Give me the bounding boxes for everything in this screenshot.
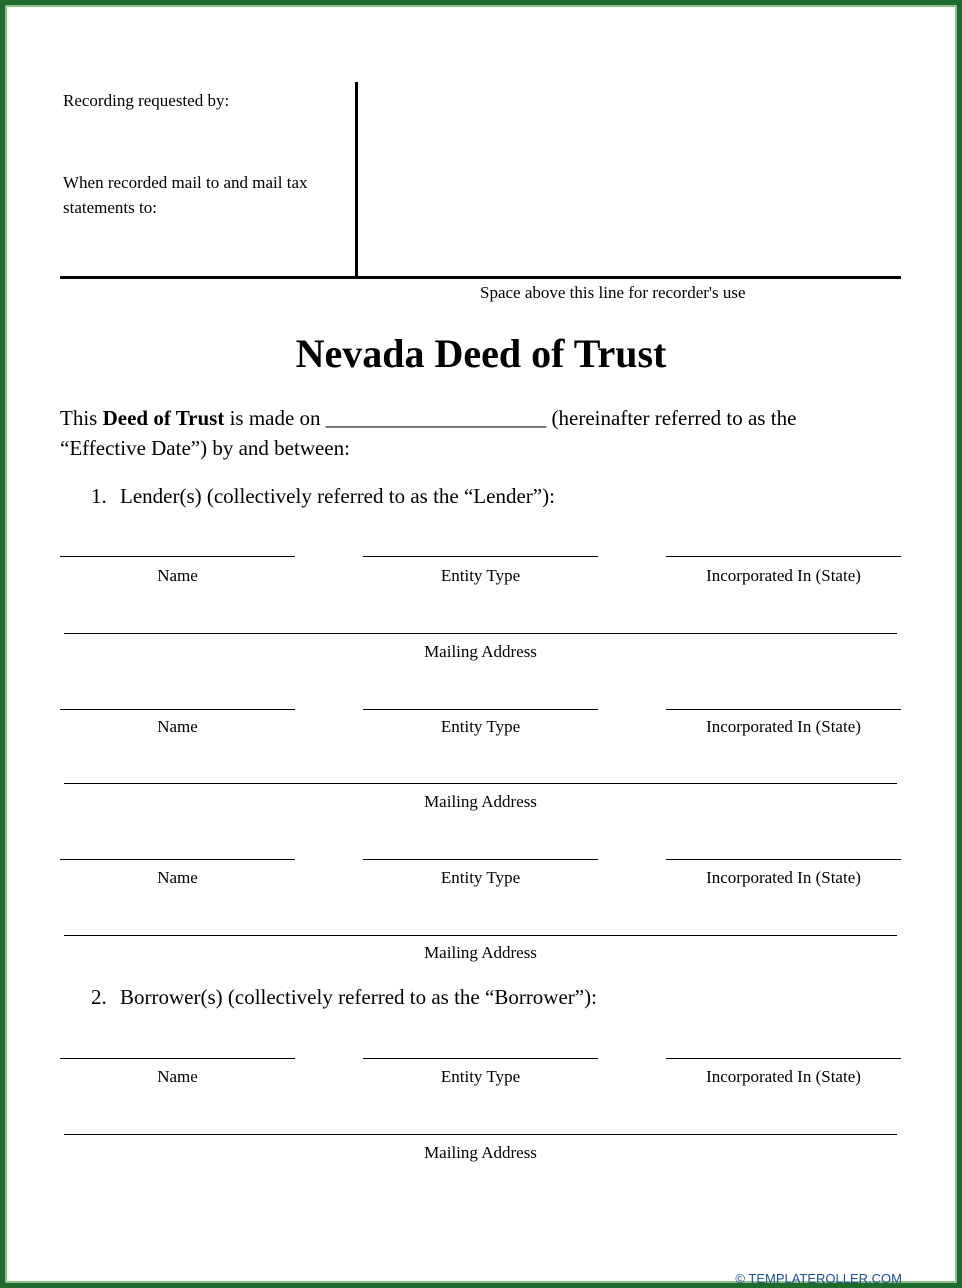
recorder-line bbox=[60, 276, 901, 279]
name-field-line[interactable] bbox=[60, 709, 295, 710]
section-heading: Lender(s) (collectively referred to as the “Lender”): bbox=[120, 484, 555, 508]
intro-paragraph bbox=[60, 403, 910, 463]
mail-to-line-2: statements to: bbox=[63, 198, 157, 217]
section-lender bbox=[91, 484, 555, 509]
mail-to-label bbox=[63, 170, 308, 220]
mailing-address-field-line[interactable] bbox=[64, 783, 897, 784]
name-field-line[interactable] bbox=[60, 556, 295, 557]
intro-line-1 bbox=[60, 403, 910, 433]
section-heading: Borrower(s) (collectively referred to as the “Borrower”): bbox=[120, 985, 597, 1009]
entity-type-label: Entity Type bbox=[440, 868, 521, 887]
name-label: Name bbox=[157, 717, 198, 736]
recording-box-divider bbox=[355, 82, 358, 278]
name-field-line[interactable] bbox=[60, 859, 295, 860]
state-field-line[interactable] bbox=[666, 859, 901, 860]
entity-type-label: Entity Type bbox=[440, 717, 521, 736]
mailing-address-label: Mailing Address bbox=[424, 642, 537, 661]
mailing-address-label: Mailing Address bbox=[424, 792, 537, 811]
state-field-line[interactable] bbox=[666, 709, 901, 710]
entity-type-label: Entity Type bbox=[440, 1067, 521, 1086]
mailing-address-field-line[interactable] bbox=[64, 1134, 897, 1135]
incorporated-in-label: Incorporated In (State) bbox=[706, 1067, 861, 1086]
entity-type-label: Entity Type bbox=[440, 566, 521, 585]
recording-requested-label: Recording requested by: bbox=[63, 91, 230, 110]
entity-type-field-line[interactable] bbox=[363, 859, 598, 860]
incorporated-in-label: Incorporated In (State) bbox=[706, 717, 861, 736]
incorporated-in-label: Incorporated In (State) bbox=[706, 566, 861, 585]
section-borrower bbox=[91, 985, 597, 1010]
state-field-line[interactable] bbox=[666, 556, 901, 557]
entity-type-field-line[interactable] bbox=[363, 1058, 598, 1059]
intro-prefix: This bbox=[60, 406, 103, 430]
footer-watermark[interactable]: © TEMPLATEROLLER.COM bbox=[735, 1271, 902, 1286]
mailing-address-label: Mailing Address bbox=[424, 943, 537, 962]
intro-line-2: “Effective Date”) by and between: bbox=[60, 436, 350, 460]
state-field-line[interactable] bbox=[666, 1058, 901, 1059]
mailing-address-label: Mailing Address bbox=[424, 1143, 537, 1162]
name-field-line[interactable] bbox=[60, 1058, 295, 1059]
entity-type-field-line[interactable] bbox=[363, 556, 598, 557]
recorder-note: Space above this line for recorder's use bbox=[480, 283, 746, 302]
entity-type-field-line[interactable] bbox=[363, 709, 598, 710]
section-number: 2. bbox=[91, 985, 107, 1009]
document-title: Nevada Deed of Trust bbox=[295, 331, 667, 376]
section-number: 1. bbox=[91, 484, 107, 508]
intro-bold: Deed of Trust bbox=[102, 406, 225, 430]
mailing-address-field-line[interactable] bbox=[64, 935, 897, 936]
name-label: Name bbox=[157, 1067, 198, 1086]
mailing-address-field-line[interactable] bbox=[64, 633, 897, 634]
incorporated-in-label: Incorporated In (State) bbox=[706, 868, 861, 887]
name-label: Name bbox=[157, 868, 198, 887]
name-label: Name bbox=[157, 566, 198, 585]
intro-middle: is made on _____________________ (hereinafter referred to as the bbox=[224, 406, 797, 430]
mail-to-line-1: When recorded mail to and mail tax bbox=[63, 173, 308, 192]
